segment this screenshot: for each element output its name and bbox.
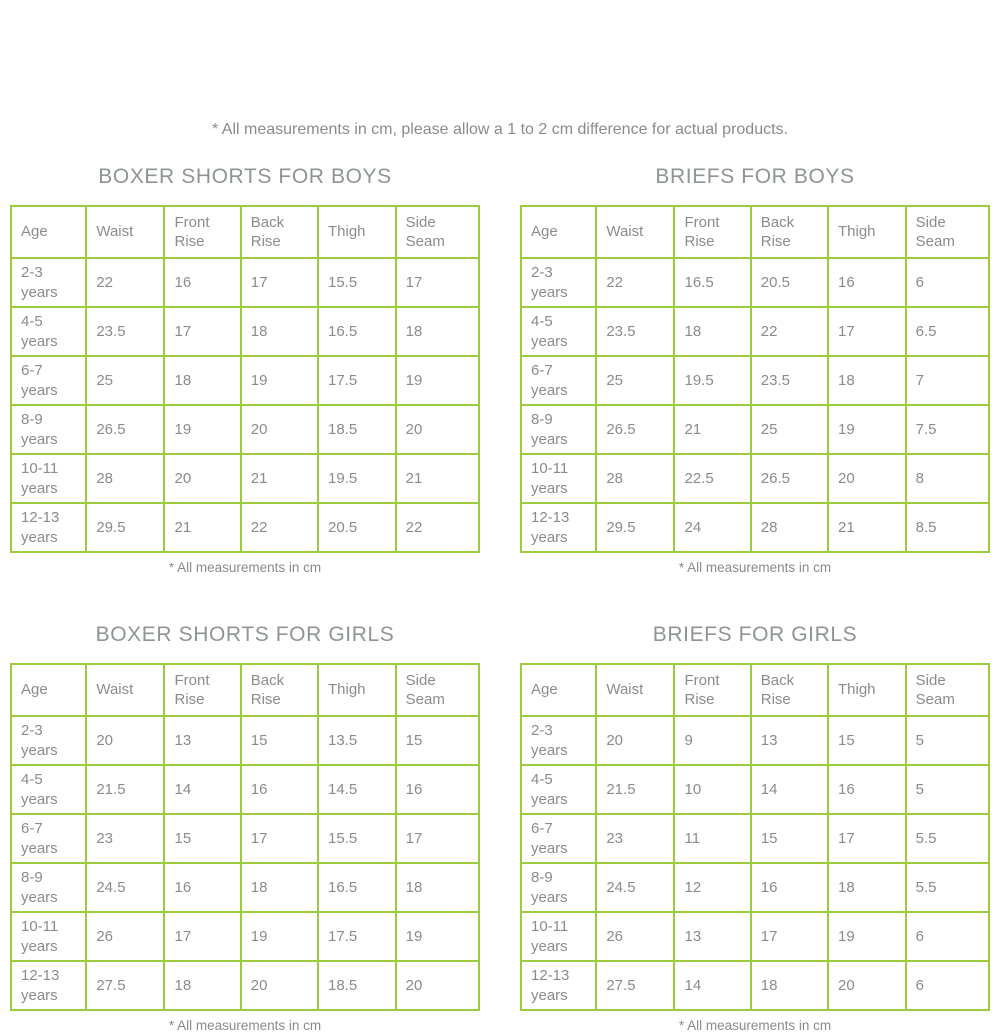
column-header: Back Rise bbox=[751, 206, 828, 258]
measurement-cell: 21 bbox=[396, 454, 479, 503]
measurement-cell: 19 bbox=[241, 356, 318, 405]
table-row bbox=[11, 356, 479, 405]
measurement-cell: 22 bbox=[241, 503, 318, 552]
measurement-cell: 6 bbox=[906, 258, 989, 307]
measurement-cell: 22 bbox=[86, 258, 164, 307]
section-boxer-shorts-boys bbox=[10, 155, 480, 575]
column-header: Side Seam bbox=[906, 664, 989, 716]
column-header: Side Seam bbox=[396, 664, 479, 716]
measurement-cell: 20 bbox=[241, 961, 318, 1010]
measurement-cell: 21.5 bbox=[596, 765, 674, 814]
chart-title-boxer-shorts-boys: BOXER SHORTS FOR BOYS bbox=[98, 165, 392, 189]
measurement-cell: 16.5 bbox=[318, 863, 396, 912]
size-table-briefs-boys bbox=[520, 205, 990, 553]
measurement-cell: 14 bbox=[164, 765, 240, 814]
column-header: Age bbox=[11, 664, 86, 716]
table-row bbox=[11, 863, 479, 912]
measurement-cell: 22 bbox=[751, 307, 828, 356]
measurement-cell: 23.5 bbox=[596, 307, 674, 356]
measurement-cell: 21 bbox=[674, 405, 750, 454]
table-row bbox=[11, 765, 479, 814]
measurement-cell: 21.5 bbox=[86, 765, 164, 814]
measurement-cell: 18.5 bbox=[318, 961, 396, 1010]
measurement-cell: 17 bbox=[164, 307, 240, 356]
table-row bbox=[11, 814, 479, 863]
column-header: Back Rise bbox=[241, 206, 318, 258]
age-cell: 4-5 years bbox=[521, 307, 596, 356]
measurement-cell: 6 bbox=[906, 912, 989, 961]
table-footnote: * All measurements in cm bbox=[168, 1018, 322, 1033]
column-header: Waist bbox=[596, 206, 674, 258]
measurement-cell: 17 bbox=[164, 912, 240, 961]
measurement-cell: 14.5 bbox=[318, 765, 396, 814]
measurement-cell: 29.5 bbox=[596, 503, 674, 552]
measurement-cell: 15 bbox=[828, 716, 906, 765]
table-row bbox=[11, 912, 479, 961]
age-cell: 8-9 years bbox=[521, 405, 596, 454]
measurement-cell: 18 bbox=[241, 863, 318, 912]
measurement-cell: 19 bbox=[828, 912, 906, 961]
measurement-cell: 7 bbox=[906, 356, 989, 405]
age-cell: 12-13 years bbox=[11, 503, 86, 552]
measurement-cell: 9 bbox=[674, 716, 750, 765]
measurement-cell: 5.5 bbox=[906, 814, 989, 863]
header-row bbox=[11, 664, 479, 716]
measurement-cell: 5.5 bbox=[906, 863, 989, 912]
measurement-cell: 20 bbox=[396, 405, 479, 454]
measurement-cell: 19 bbox=[828, 405, 906, 454]
measurement-cell: 17.5 bbox=[318, 356, 396, 405]
measurement-disclaimer-note: * All measurements in cm, please allow a 1 to 2 cm difference for actual products. bbox=[212, 121, 788, 138]
table-row bbox=[11, 307, 479, 356]
age-cell: 10-11 years bbox=[11, 912, 86, 961]
measurement-cell: 19 bbox=[396, 356, 479, 405]
age-cell: 6-7 years bbox=[521, 356, 596, 405]
table-row bbox=[521, 503, 989, 552]
table-footnote: * All measurements in cm bbox=[678, 560, 832, 576]
measurement-cell: 21 bbox=[828, 503, 906, 552]
table-row bbox=[11, 454, 479, 503]
measurement-cell: 20 bbox=[828, 961, 906, 1010]
measurement-cell: 20.5 bbox=[318, 503, 396, 552]
measurement-cell: 19 bbox=[164, 405, 240, 454]
measurement-cell: 25 bbox=[596, 356, 674, 405]
age-cell: 4-5 years bbox=[11, 307, 86, 356]
measurement-cell: 20 bbox=[596, 716, 674, 765]
table-footnote: * All measurements in cm bbox=[168, 560, 322, 576]
measurement-cell: 20 bbox=[241, 405, 318, 454]
measurement-cell: 13.5 bbox=[318, 716, 396, 765]
measurement-cell: 18 bbox=[164, 356, 240, 405]
measurement-cell: 6 bbox=[906, 961, 989, 1010]
column-header: Thigh bbox=[828, 664, 906, 716]
table-row bbox=[521, 716, 989, 765]
measurement-cell: 28 bbox=[751, 503, 828, 552]
column-header: Side Seam bbox=[906, 206, 989, 258]
measurement-cell: 17 bbox=[751, 912, 828, 961]
column-header: Front Rise bbox=[674, 664, 750, 716]
column-header: Front Rise bbox=[164, 664, 240, 716]
measurement-cell: 17 bbox=[828, 814, 906, 863]
table-row bbox=[11, 258, 479, 307]
measurement-cell: 22 bbox=[396, 503, 479, 552]
measurement-cell: 13 bbox=[164, 716, 240, 765]
measurement-cell: 21 bbox=[164, 503, 240, 552]
measurement-cell: 17 bbox=[828, 307, 906, 356]
measurement-cell: 18.5 bbox=[318, 405, 396, 454]
measurement-cell: 20 bbox=[164, 454, 240, 503]
measurement-cell: 24.5 bbox=[86, 863, 164, 912]
measurement-cell: 17 bbox=[396, 814, 479, 863]
table-row bbox=[521, 912, 989, 961]
measurement-cell: 17 bbox=[396, 258, 479, 307]
measurement-cell: 26.5 bbox=[596, 405, 674, 454]
age-cell: 10-11 years bbox=[521, 912, 596, 961]
age-cell: 4-5 years bbox=[521, 765, 596, 814]
measurement-cell: 20.5 bbox=[751, 258, 828, 307]
measurement-cell: 22 bbox=[596, 258, 674, 307]
measurement-cell: 16.5 bbox=[674, 258, 750, 307]
section-boxer-shorts-girls bbox=[10, 613, 480, 1033]
column-header: Age bbox=[521, 664, 596, 716]
measurement-cell: 16.5 bbox=[318, 307, 396, 356]
measurement-cell: 15.5 bbox=[318, 814, 396, 863]
measurement-cell: 19 bbox=[241, 912, 318, 961]
table-row bbox=[11, 503, 479, 552]
measurement-cell: 14 bbox=[674, 961, 750, 1010]
age-cell: 8-9 years bbox=[11, 863, 86, 912]
measurement-cell: 20 bbox=[396, 961, 479, 1010]
table-row bbox=[11, 405, 479, 454]
table-row bbox=[521, 765, 989, 814]
table-row bbox=[11, 961, 479, 1010]
measurement-cell: 16 bbox=[396, 765, 479, 814]
measurement-cell: 26 bbox=[596, 912, 674, 961]
measurement-cell: 11 bbox=[674, 814, 750, 863]
measurement-cell: 15.5 bbox=[318, 258, 396, 307]
column-header: Thigh bbox=[318, 206, 396, 258]
table-row bbox=[521, 863, 989, 912]
measurement-cell: 13 bbox=[751, 716, 828, 765]
measurement-cell: 20 bbox=[86, 716, 164, 765]
age-cell: 12-13 years bbox=[11, 961, 86, 1010]
age-cell: 10-11 years bbox=[521, 454, 596, 503]
measurement-cell: 18 bbox=[396, 863, 479, 912]
measurement-cell: 16 bbox=[241, 765, 318, 814]
table-row bbox=[521, 405, 989, 454]
measurement-cell: 15 bbox=[241, 716, 318, 765]
measurement-cell: 17 bbox=[241, 814, 318, 863]
measurement-cell: 15 bbox=[396, 716, 479, 765]
column-header: Age bbox=[11, 206, 86, 258]
measurement-cell: 16 bbox=[828, 258, 906, 307]
measurement-cell: 21 bbox=[241, 454, 318, 503]
measurement-cell: 29.5 bbox=[86, 503, 164, 552]
column-header: Front Rise bbox=[164, 206, 240, 258]
measurement-cell: 28 bbox=[86, 454, 164, 503]
age-cell: 2-3 years bbox=[521, 716, 596, 765]
measurement-cell: 23 bbox=[596, 814, 674, 863]
table-row bbox=[521, 961, 989, 1010]
measurement-cell: 6.5 bbox=[906, 307, 989, 356]
measurement-cell: 24 bbox=[674, 503, 750, 552]
age-cell: 4-5 years bbox=[11, 765, 86, 814]
measurement-cell: 15 bbox=[164, 814, 240, 863]
measurement-cell: 19.5 bbox=[674, 356, 750, 405]
measurement-cell: 28 bbox=[596, 454, 674, 503]
chart-title-boxer-shorts-girls: BOXER SHORTS FOR GIRLS bbox=[95, 623, 395, 647]
measurement-cell: 16 bbox=[164, 258, 240, 307]
measurement-cell: 18 bbox=[828, 863, 906, 912]
chart-title-briefs-girls: BRIEFS FOR GIRLS bbox=[652, 623, 858, 647]
table-footnote: * All measurements in cm bbox=[678, 1018, 832, 1033]
size-table-briefs-girls bbox=[520, 663, 990, 1011]
column-header: Thigh bbox=[318, 664, 396, 716]
table-row bbox=[521, 307, 989, 356]
header-row bbox=[11, 206, 479, 258]
table-row bbox=[521, 454, 989, 503]
age-cell: 2-3 years bbox=[11, 716, 86, 765]
measurement-cell: 19.5 bbox=[318, 454, 396, 503]
measurement-cell: 19 bbox=[396, 912, 479, 961]
measurement-cell: 23.5 bbox=[751, 356, 828, 405]
column-header: Back Rise bbox=[751, 664, 828, 716]
table-row bbox=[11, 716, 479, 765]
column-header: Side Seam bbox=[396, 206, 479, 258]
column-header: Age bbox=[521, 206, 596, 258]
measurement-cell: 15 bbox=[751, 814, 828, 863]
column-header: Waist bbox=[86, 206, 164, 258]
age-cell: 2-3 years bbox=[521, 258, 596, 307]
measurement-cell: 23 bbox=[86, 814, 164, 863]
measurement-cell: 25 bbox=[86, 356, 164, 405]
age-cell: 2-3 years bbox=[11, 258, 86, 307]
measurement-cell: 18 bbox=[241, 307, 318, 356]
table-row bbox=[521, 814, 989, 863]
measurement-cell: 18 bbox=[396, 307, 479, 356]
measurement-cell: 18 bbox=[164, 961, 240, 1010]
section-briefs-boys bbox=[520, 155, 990, 575]
age-cell: 8-9 years bbox=[521, 863, 596, 912]
column-header: Waist bbox=[596, 664, 674, 716]
measurement-cell: 27.5 bbox=[86, 961, 164, 1010]
measurement-cell: 17 bbox=[241, 258, 318, 307]
column-header: Back Rise bbox=[241, 664, 318, 716]
measurement-cell: 5 bbox=[906, 716, 989, 765]
column-header: Thigh bbox=[828, 206, 906, 258]
measurement-cell: 7.5 bbox=[906, 405, 989, 454]
size-table-boxer-shorts-boys bbox=[10, 205, 480, 553]
column-header: Front Rise bbox=[674, 206, 750, 258]
measurement-cell: 25 bbox=[751, 405, 828, 454]
measurement-cell: 8.5 bbox=[906, 503, 989, 552]
age-cell: 12-13 years bbox=[521, 503, 596, 552]
measurement-cell: 18 bbox=[828, 356, 906, 405]
measurement-cell: 16 bbox=[828, 765, 906, 814]
measurement-cell: 26.5 bbox=[86, 405, 164, 454]
age-cell: 6-7 years bbox=[521, 814, 596, 863]
measurement-cell: 22.5 bbox=[674, 454, 750, 503]
size-table-boxer-shorts-girls bbox=[10, 663, 480, 1011]
measurement-cell: 14 bbox=[751, 765, 828, 814]
table-row bbox=[521, 258, 989, 307]
measurement-cell: 5 bbox=[906, 765, 989, 814]
tables-grid bbox=[0, 155, 1000, 1033]
measurement-cell: 16 bbox=[164, 863, 240, 912]
age-cell: 6-7 years bbox=[11, 356, 86, 405]
measurement-cell: 18 bbox=[751, 961, 828, 1010]
measurement-cell: 10 bbox=[674, 765, 750, 814]
header-row bbox=[521, 206, 989, 258]
age-cell: 10-11 years bbox=[11, 454, 86, 503]
measurement-cell: 23.5 bbox=[86, 307, 164, 356]
age-cell: 8-9 years bbox=[11, 405, 86, 454]
age-cell: 12-13 years bbox=[521, 961, 596, 1010]
chart-title-briefs-boys: BRIEFS FOR BOYS bbox=[655, 165, 855, 189]
measurement-cell: 8 bbox=[906, 454, 989, 503]
measurement-cell: 20 bbox=[828, 454, 906, 503]
measurement-cell: 18 bbox=[674, 307, 750, 356]
measurement-cell: 12 bbox=[674, 863, 750, 912]
measurement-cell: 13 bbox=[674, 912, 750, 961]
column-header: Waist bbox=[86, 664, 164, 716]
measurement-cell: 26.5 bbox=[751, 454, 828, 503]
measurement-cell: 27.5 bbox=[596, 961, 674, 1010]
header-row bbox=[521, 664, 989, 716]
age-cell: 6-7 years bbox=[11, 814, 86, 863]
measurement-cell: 26 bbox=[86, 912, 164, 961]
measurement-cell: 24.5 bbox=[596, 863, 674, 912]
measurement-cell: 17.5 bbox=[318, 912, 396, 961]
section-briefs-girls bbox=[520, 613, 990, 1033]
measurement-cell: 16 bbox=[751, 863, 828, 912]
table-row bbox=[521, 356, 989, 405]
